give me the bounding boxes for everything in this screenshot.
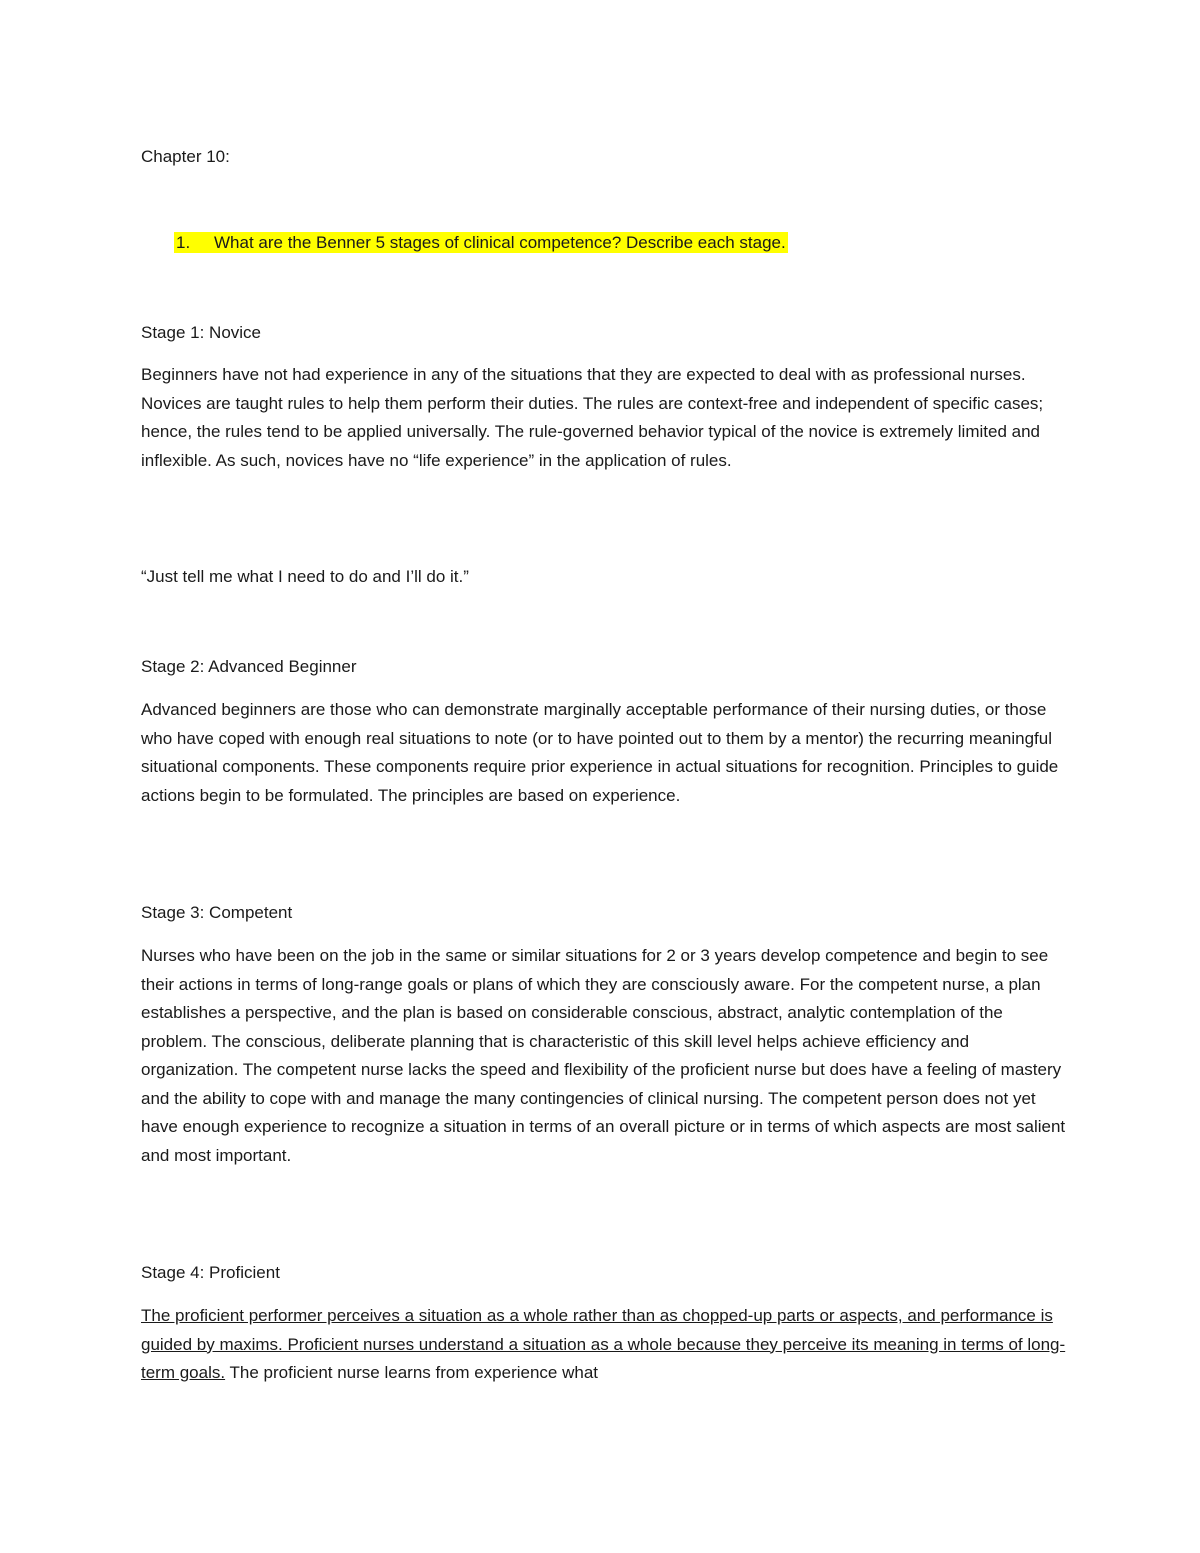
- stage-4-body: [141, 1302, 1066, 1388]
- question-item: [174, 232, 788, 254]
- stage-2-body: Advanced beginners are those who can demonstrate marginally acceptable performance of their nursing duties, or those who have coped with enough real situations to note (or to have pointed out to them by a mentor) the recurring meaningful situational components. These components require prior experience in actual situations for recognition. Principles to guide actions begin to be formulated. The principles are based on experience.: [141, 700, 1059, 805]
- stage-4-heading: Stage 4: Proficient: [141, 1263, 280, 1282]
- stage-4-rest-text: The proficient nurse learns from experience what: [225, 1363, 599, 1382]
- stage-1-quote: “Just tell me what I need to do and I’ll do it.”: [141, 567, 469, 586]
- stage-2-heading: Stage 2: Advanced Beginner: [141, 657, 357, 676]
- stage-3-heading: Stage 3: Competent: [141, 903, 293, 922]
- question-highlight: [174, 232, 788, 253]
- stage-1-heading: Stage 1: Novice: [141, 323, 262, 342]
- stage-4-underlined-text: The proficient performer perceives a situation as a whole rather than as chopped-up parts or aspects, and performance is guided by maxims. Proficient nurses understand a situation as a whole because they perceive its meaning in terms of long-term goals.: [141, 1306, 1066, 1382]
- question-number: 1.: [176, 233, 191, 252]
- stage-3-body: Nurses who have been on the job in the same or similar situations for 2 or 3 years develop competence and begin to see their actions in terms of long-range goals or plans of which they are consciously aware. For the competent nurse, a plan establishes a perspective, and the plan is based on considerable conscious, abstract, analytic contemplation of the problem. The conscious, deliberate planning that is characteristic of this skill level helps achieve efficiency and organization. The competent nurse lacks the speed and flexibility of the proficient nurse but does have a feeling of mastery and the ability to cope with and manage the many contingencies of clinical nursing. The competent person does not yet have enough experience to recognize a situation in terms of an overall picture or in terms of which aspects are most salient and most important.: [141, 946, 1066, 1165]
- stage-1-body: Beginners have not had experience in any of the situations that they are expected to deal with as professional nurses. Novices are taught rules to help them perform their duties. The rules are context-free and independent of specific cases; hence, the rules tend to be applied universally. The rule-governed behavior typical of the novice is extremely limited and inflexible. As such, novices have no “life experience” in the application of rules.: [141, 365, 1044, 470]
- question-text: What are the Benner 5 stages of clinical competence? Describe each stage.: [214, 233, 786, 252]
- chapter-title: Chapter 10:: [141, 147, 230, 166]
